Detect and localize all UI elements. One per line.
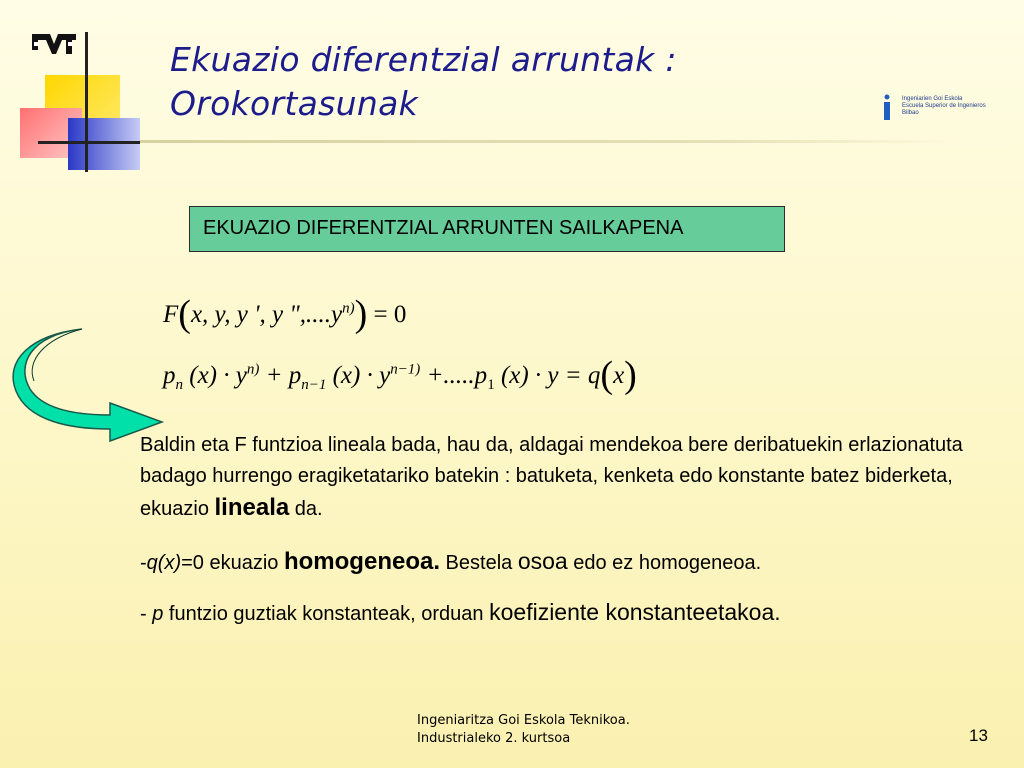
- slide-title: [170, 38, 810, 126]
- equation-general-form: F(x, y, y ', y "$,....y^{n)}) = 0$: [163, 293, 407, 335]
- decor-blue-block: [68, 118, 140, 170]
- upv-ehu-logo-icon: [28, 28, 80, 64]
- title-line-1: Ekuazio diferentzial arruntak :: [170, 40, 677, 79]
- paragraph-linear: Baldin eta F funtzioa lineala bada, hau da, aldagai mendekoa bere deribatuekin erlazionatuta badago hurrengo eragiketatariko batekin : batuketa, kenketa edo konstante batez biderketa, ekuazio lineala da.: [140, 434, 963, 521]
- paragraph-homogeneous: -q(x)=0 ekuazio homogeneoa. Bestela osoa edo ez homogeneoa.: [140, 548, 762, 575]
- equation-linear-form: $p_n$ $(x) \cdot y^{n)} + p_{n-1}$ $(x) \cdot y^{n-1)} +.....p_1$ (x) · y = q(x): [163, 354, 637, 396]
- footer-line-2: Industrialeko 2. kurtsoa: [417, 731, 571, 746]
- title-line-2: Orokortasunak: [170, 84, 419, 123]
- title-underline: [140, 140, 958, 143]
- school-logo: [880, 90, 998, 124]
- decor-vertical-line: [85, 32, 88, 172]
- paragraph-constant-coefficients: - p funtzio guztiak konstanteak, orduan koefiziente konstanteetakoa.: [140, 599, 781, 625]
- decor-horizontal-line: [38, 141, 140, 144]
- section-heading-box: [189, 206, 785, 252]
- school-logo-text: Ingeniarien Goi Eskola Escuela Superior de Ingenieros Bilbao: [902, 96, 986, 116]
- school-logo-icon: [882, 94, 892, 120]
- section-heading: EKUAZIO DIFERENTZIAL ARRUNTEN SAILKAPENA: [203, 217, 684, 239]
- curved-arrow-icon: [10, 325, 170, 443]
- footer-line-1: Ingeniaritza Goi Eskola Teknikoa.: [417, 713, 630, 728]
- footer: [417, 712, 630, 748]
- page-number: 13: [969, 726, 988, 745]
